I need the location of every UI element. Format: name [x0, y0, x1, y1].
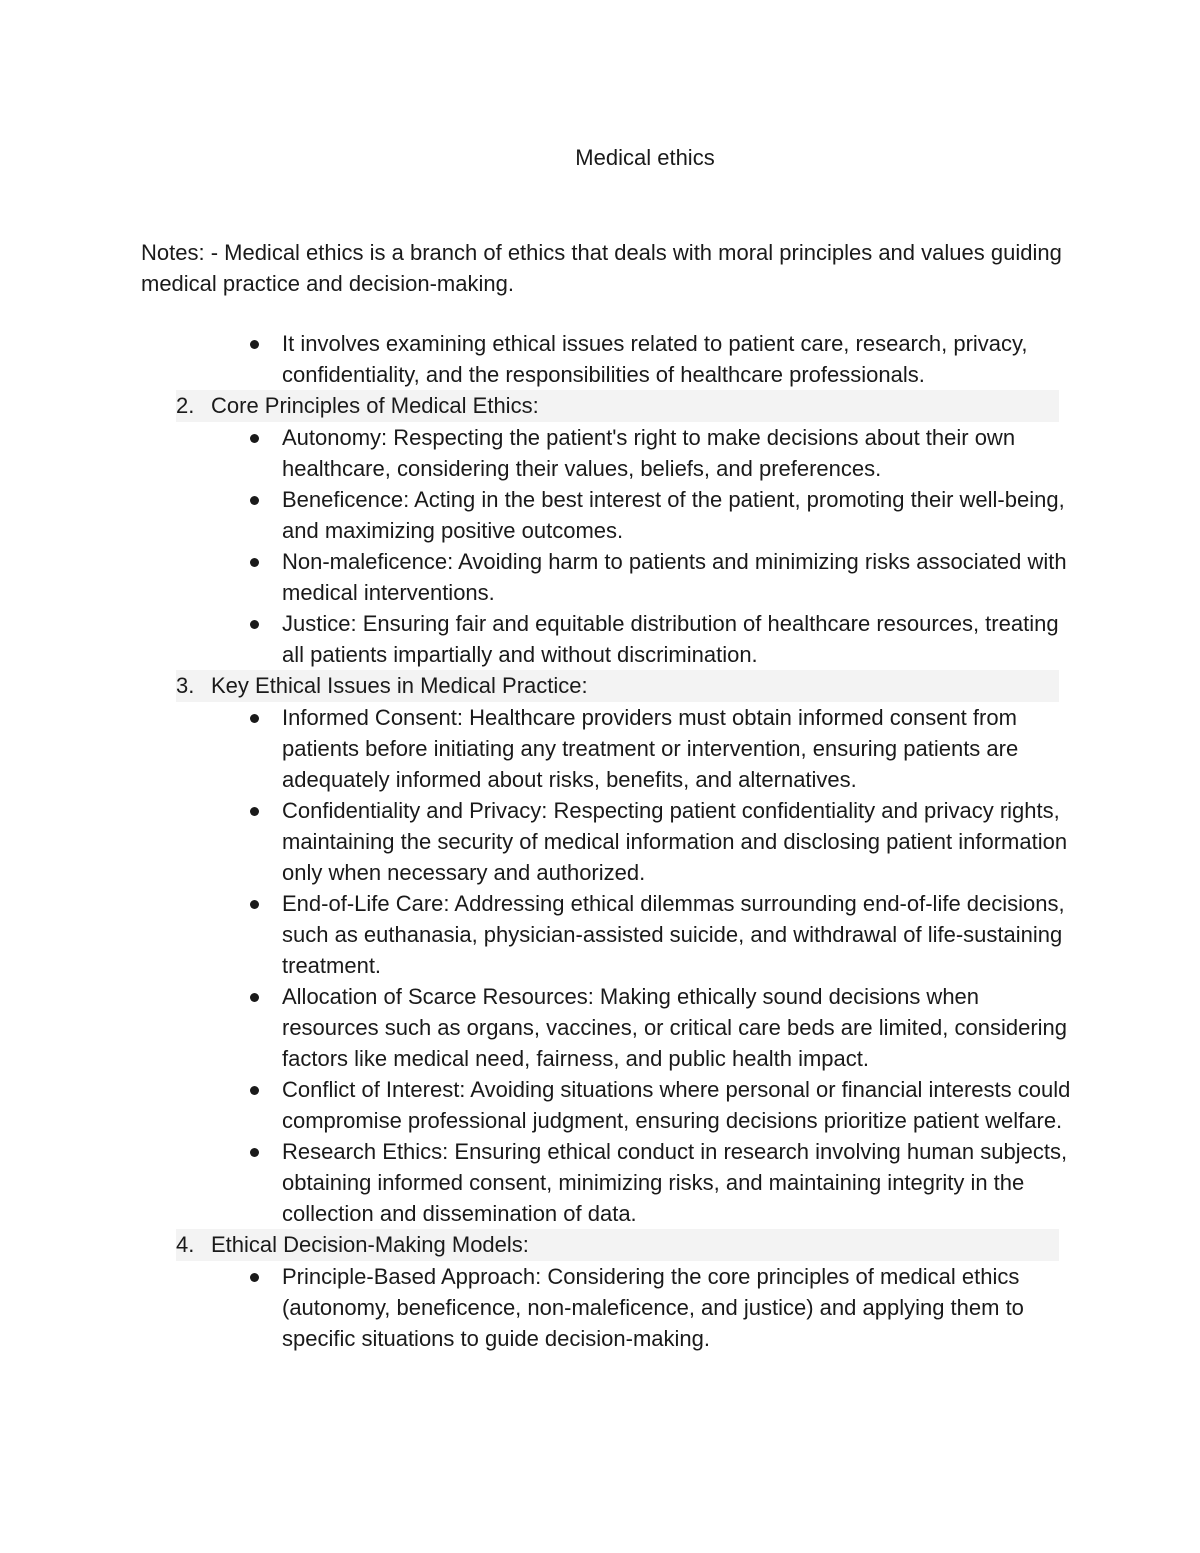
list-item-text: End-of-Life Care: Addressing ethical dilemmas surrounding end-of-life decisions, such as euthanasia, physician-assisted suicide, and withdrawal of life-sustaining treatment. [282, 891, 1065, 978]
list-item-text: Justice: Ensuring fair and equitable distribution of healthcare resources, treating all patients impartially and without discrimination. [282, 611, 1059, 667]
list-item [141, 484, 1072, 546]
list-item-text: Research Ethics: Ensuring ethical conduct in research involving human subjects, obtaining informed consent, minimizing risks, and maintaining integrity in the collection and dissemination of data. [282, 1139, 1068, 1226]
notes-paragraph: Notes: - Medical ethics is a branch of ethics that deals with moral principles and values guiding medical practice and decision-making. [141, 240, 1062, 296]
bullet-icon [250, 1273, 259, 1282]
bullet-icon [250, 496, 259, 505]
list-item [141, 1074, 1072, 1136]
bullet-icon [250, 434, 259, 443]
section-heading-text: Key Ethical Issues in Medical Practice: [211, 673, 588, 698]
bullet-icon [250, 340, 259, 349]
document-body [141, 328, 1071, 1354]
list-item [141, 608, 1072, 670]
list-item-text: Non-maleficence: Avoiding harm to patients and minimizing risks associated with medical interventions. [282, 549, 1067, 605]
list-item-text: Autonomy: Respecting the patient's right to make decisions about their own healthcare, considering their values, beliefs, and preferences. [282, 425, 1016, 481]
list-item-text: Confidentiality and Privacy: Respecting patient confidentiality and privacy rights, maintaining the security of medical information and disclosing patient information only when necessary and authorized. [282, 798, 1068, 885]
list-item-text: Allocation of Scarce Resources: Making ethically sound decisions when resources such as organs, vaccines, or critical care beds are limited, considering factors like medical need, fairness, and public health impact. [282, 984, 1068, 1071]
list-item-text: Beneficence: Acting in the best interest of the patient, promoting their well-being, and maximizing positive outcomes. [282, 487, 1065, 543]
bullet-icon [250, 558, 259, 567]
bullet-icon [250, 900, 259, 909]
list-item [141, 1261, 1072, 1354]
bullet-icon [250, 620, 259, 629]
section-heading [176, 390, 1059, 422]
bullet-icon [250, 1086, 259, 1095]
section-number: 3. [176, 673, 195, 698]
list-item [141, 328, 1072, 390]
list-item-text: Informed Consent: Healthcare providers must obtain informed consent from patients before initiating any treatment or intervention, ensuring patients are adequately informed about risks, benefits, and alternatives. [282, 705, 1019, 792]
page-title: Medical ethics [575, 145, 715, 170]
section-heading-text: Ethical Decision-Making Models: [211, 1232, 529, 1257]
bullet-icon [250, 1148, 259, 1157]
list-item-text: Conflict of Interest: Avoiding situations where personal or financial interests could compromise professional judgment, ensuring decisions prioritize patient welfare. [282, 1077, 1071, 1133]
section-heading-text: Core Principles of Medical Ethics: [211, 393, 539, 418]
list-item [141, 422, 1072, 484]
bullet-icon [250, 807, 259, 816]
list-item [141, 888, 1072, 981]
list-item [141, 702, 1072, 795]
bullet-icon [250, 714, 259, 723]
section-heading [176, 670, 1059, 702]
list-item-text: It involves examining ethical issues related to patient care, research, privacy, confidentiality, and the responsibilities of healthcare professionals. [282, 331, 1028, 387]
list-item-text: Principle-Based Approach: Considering the core principles of medical ethics (autonomy, beneficence, non-maleficence, and justice) and applying them to specific situations to guide decision-making. [282, 1264, 1024, 1351]
section-number: 2. [176, 393, 195, 418]
list-item [141, 981, 1072, 1074]
section-number: 4. [176, 1232, 195, 1257]
bullet-icon [250, 993, 259, 1002]
list-item [141, 546, 1072, 608]
section-heading [176, 1229, 1059, 1261]
list-item [141, 795, 1072, 888]
list-item [141, 1136, 1072, 1229]
